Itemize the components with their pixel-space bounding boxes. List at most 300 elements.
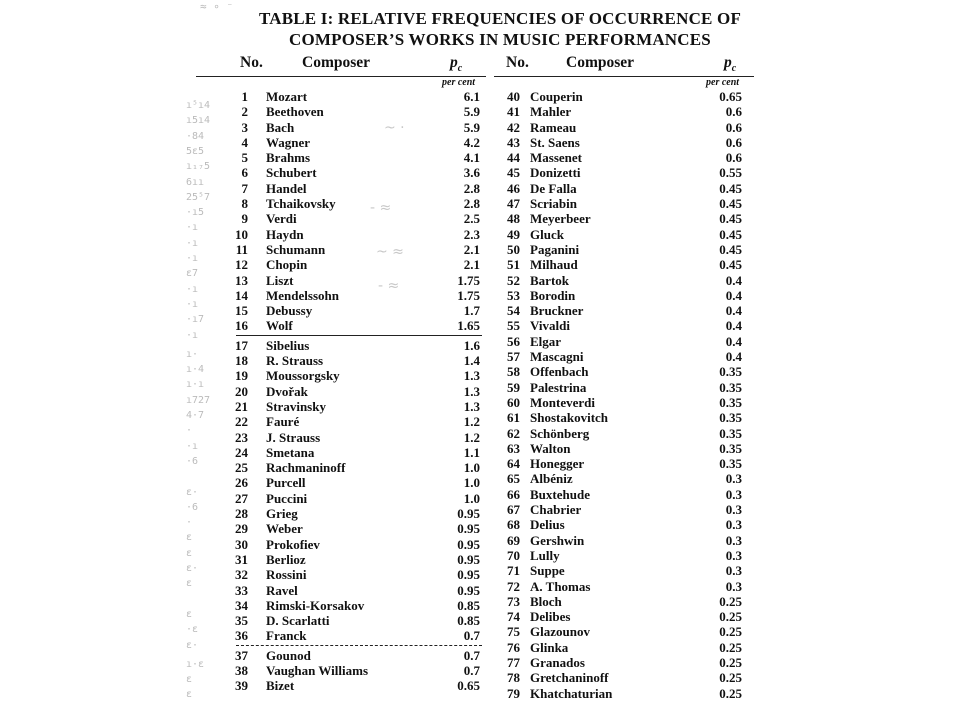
composer-name: Vivaldi (530, 318, 570, 334)
composer-name: Moussorgsky (266, 368, 340, 384)
composer-name: Khatchaturian (530, 685, 613, 701)
frequency-value: 0.85 (457, 613, 480, 629)
row-number: 9 (241, 211, 248, 227)
frequency-value: 0.45 (719, 211, 742, 227)
table-row (196, 598, 486, 613)
margin-mark: ·ı (186, 253, 199, 262)
frequency-value: 0.45 (719, 196, 742, 212)
table-row (494, 579, 754, 594)
table-row (494, 487, 754, 502)
composer-name: Offenbach (530, 364, 589, 380)
composer-name: Smetana (266, 444, 315, 460)
table-row (494, 563, 754, 578)
composer-name: Brahms (266, 150, 311, 166)
table-row (494, 640, 754, 655)
margin-mark: ·84 (186, 130, 205, 140)
row-number: 36 (235, 628, 248, 644)
frequency-value: 1.75 (457, 287, 480, 303)
composer-name: Gretchaninoff (530, 670, 609, 686)
frequency-value: 0.3 (725, 578, 742, 594)
frequency-value: 0.25 (719, 654, 742, 670)
left-group-1 (196, 89, 486, 334)
row-number: 1 (241, 89, 248, 104)
row-number: 58 (507, 364, 520, 380)
margin-mark: ·ı (186, 283, 199, 293)
row-number: 44 (507, 150, 520, 166)
composer-name: De Falla (530, 180, 577, 196)
frequency-value: 0.65 (719, 89, 742, 104)
composer-name: Buxtehude (530, 486, 590, 502)
composer-name: Granados (530, 654, 585, 670)
margin-mark: ε (186, 578, 193, 588)
margin-mark: ı5ı4 (186, 115, 211, 125)
row-number: 14 (235, 287, 248, 303)
frequency-value: 0.3 (725, 502, 742, 518)
row-number: 41 (507, 104, 520, 120)
margin-mark: ε (186, 532, 193, 542)
composer-name: Stravinsky (266, 398, 326, 414)
margin-mark: ε (186, 608, 193, 618)
left-header-row (196, 54, 486, 76)
margin-mark: · (186, 517, 193, 527)
frequency-value: 0.95 (457, 521, 480, 537)
frequency-value: 0.95 (457, 506, 480, 522)
table-row (196, 273, 486, 288)
margin-mark: ε7 (186, 268, 199, 278)
pencil-mark-corner: ≈ ∘ ⁻ (200, 0, 234, 13)
margin-mark: 6ıı (186, 176, 205, 186)
row-number: 4 (241, 134, 248, 150)
row-number: 37 (235, 647, 248, 663)
table-row (196, 537, 486, 552)
frequency-value: 2.8 (463, 180, 480, 196)
composer-name: Berlioz (266, 551, 306, 567)
margin-mark: ·ı (186, 329, 199, 339)
frequency-value: 0.25 (719, 624, 742, 640)
row-number: 46 (507, 180, 520, 196)
table-row (196, 613, 486, 628)
frequency-value: 0.55 (719, 165, 742, 181)
margin-mark: 4·7 (186, 410, 205, 419)
row-number: 71 (507, 563, 520, 579)
row-number: 5 (241, 150, 248, 166)
composer-name: Beethoven (266, 104, 324, 120)
table-row (196, 150, 486, 165)
frequency-value: 0.4 (725, 349, 742, 365)
composer-name: Franck (266, 628, 307, 644)
table-row (494, 624, 754, 639)
pencil-scribble: ~ · (384, 120, 405, 136)
row-number: 56 (507, 333, 520, 349)
composer-name: Bruckner (530, 303, 584, 319)
row-number: 31 (235, 551, 248, 567)
row-number: 59 (507, 379, 520, 395)
margin-mark: ı⁵ı4 (186, 100, 211, 109)
table-row (494, 456, 754, 471)
composer-name: Weber (266, 521, 303, 537)
table-row (494, 150, 754, 165)
composer-name: Gershwin (530, 532, 585, 548)
table-row (494, 303, 754, 318)
row-number: 73 (507, 593, 520, 609)
table-row (494, 517, 754, 532)
table-row (196, 242, 486, 257)
row-number: 11 (235, 241, 248, 257)
margin-mark: ε (186, 547, 193, 557)
frequency-value: 0.25 (719, 593, 742, 609)
row-number: 17 (235, 337, 248, 353)
composer-name: Palestrina (530, 379, 587, 395)
composer-name: Delibes (530, 609, 571, 625)
row-number: 35 (235, 613, 248, 629)
frequency-value: 0.85 (457, 597, 480, 613)
table-row (494, 686, 754, 701)
row-number: 54 (507, 303, 520, 319)
row-number: 47 (507, 196, 520, 212)
row-number: 75 (507, 624, 520, 640)
row-number: 40 (507, 89, 520, 104)
frequency-value: 0.35 (719, 410, 742, 426)
frequency-value: 4.1 (463, 150, 480, 166)
table-row (196, 430, 486, 445)
composer-name: Prokofiev (266, 536, 320, 552)
frequency-value: 1.6 (463, 337, 480, 353)
frequency-value: 0.45 (719, 226, 742, 242)
table-row (196, 506, 486, 521)
frequency-value: 0.7 (463, 647, 480, 663)
table-row (494, 609, 754, 624)
row-number: 77 (507, 654, 520, 670)
composer-name: Elgar (530, 333, 562, 349)
left-group-3 (196, 648, 486, 694)
header-composer: Composer (302, 54, 371, 71)
table-row (196, 678, 486, 693)
composer-name: Haydn (266, 226, 304, 242)
frequency-value: 0.3 (725, 471, 742, 487)
composer-name: Milhaud (530, 257, 578, 273)
margin-mark: ·ε (186, 624, 199, 634)
row-number: 69 (507, 532, 520, 548)
table-row (494, 441, 754, 456)
frequency-value: 2.5 (463, 211, 480, 227)
composer-name: Wolf (266, 318, 293, 334)
composer-name: Fauré (266, 414, 300, 430)
margin-mark: ε· (186, 563, 199, 572)
frequency-value: 0.3 (725, 563, 742, 579)
table-row (196, 567, 486, 582)
frequency-value: 0.7 (463, 662, 480, 678)
row-number: 28 (235, 506, 248, 522)
margin-mark: ε (186, 674, 193, 684)
table-row (494, 165, 754, 180)
composer-name: Glinka (530, 639, 569, 655)
frequency-value: 1.75 (457, 272, 480, 288)
table-row (196, 663, 486, 678)
margin-mark: ε (186, 689, 193, 699)
margin-mark: ε· (186, 639, 199, 649)
margin-mark: ·ı (186, 237, 199, 247)
row-number: 63 (507, 440, 520, 456)
margin-mark: ·ı (186, 222, 199, 232)
composer-name: Grieg (266, 506, 298, 522)
table-row (196, 211, 486, 226)
row-number: 39 (235, 678, 248, 694)
table-row (196, 196, 486, 211)
right-rows (494, 89, 754, 701)
composer-name: Dvořak (266, 383, 308, 399)
frequency-value: 1.7 (463, 303, 480, 319)
composer-name: Mendelssohn (266, 287, 339, 303)
table-row (196, 353, 486, 368)
table-row (494, 655, 754, 670)
frequency-value: 2.8 (463, 196, 480, 212)
row-number: 76 (507, 639, 520, 655)
composer-name: Vaughan Williams (266, 662, 369, 678)
title-line-1: TABLE I: RELATIVE FREQUENCIES OF OCCURRENCE OF (258, 9, 742, 28)
table-row (494, 395, 754, 410)
frequency-value: 0.35 (719, 425, 742, 441)
frequency-value: 0.7 (463, 628, 480, 644)
composer-name: Schubert (266, 165, 317, 181)
row-number: 8 (241, 196, 248, 212)
composer-name: Paganini (530, 241, 580, 257)
row-number: 21 (235, 398, 248, 414)
frequency-value: 0.25 (719, 609, 742, 625)
table-row (196, 460, 486, 475)
composer-name: Puccini (266, 490, 308, 506)
table-row (494, 380, 754, 395)
margin-mark: ·6 (186, 501, 199, 511)
frequency-value: 5.9 (463, 119, 480, 135)
margin-mark: 25⁵7 (186, 191, 211, 201)
table-row (494, 257, 754, 272)
composer-name: D. Scarlatti (266, 613, 330, 629)
row-number: 24 (235, 444, 248, 460)
frequency-value: 0.3 (725, 532, 742, 548)
frequency-value: 4.2 (463, 134, 480, 150)
margin-mark: ·ı5 (186, 207, 205, 217)
table-row (494, 318, 754, 333)
table-row (494, 548, 754, 563)
composer-name: Albéniz (530, 471, 573, 487)
margin-mark: ı·4 (186, 364, 205, 374)
margin-mark: ·ı7 (186, 314, 205, 324)
row-number: 12 (235, 257, 248, 273)
row-number: 34 (235, 597, 248, 613)
table-row (494, 471, 754, 486)
table-row (196, 257, 486, 272)
table-row (196, 491, 486, 506)
frequency-value: 0.6 (725, 104, 742, 120)
composer-name: Rachmaninoff (266, 460, 346, 476)
composer-name: Bloch (530, 593, 562, 609)
table-row (494, 410, 754, 425)
composer-name: Tchaikovsky (266, 196, 336, 212)
frequency-value: 1.3 (463, 398, 480, 414)
margin-mark: ı727 (186, 394, 211, 404)
frequency-value: 0.35 (719, 440, 742, 456)
margin-mark: 5ε5 (186, 145, 205, 155)
header-no: No. (506, 54, 529, 71)
composer-name: Rossini (266, 567, 307, 583)
row-number: 61 (507, 410, 520, 426)
header-composer: Composer (566, 54, 635, 71)
frequency-value: 0.95 (457, 551, 480, 567)
frequency-value: 0.4 (725, 287, 742, 303)
frequency-value: 1.2 (463, 414, 480, 430)
table-row (494, 502, 754, 517)
table-row (196, 181, 486, 196)
frequency-value: 0.4 (725, 303, 742, 319)
composer-name: Liszt (266, 272, 294, 288)
composer-name: Bizet (266, 678, 295, 694)
table-row (494, 334, 754, 349)
composer-name: Wagner (266, 134, 311, 150)
composer-name: Chabrier (530, 502, 582, 518)
row-number: 30 (235, 536, 248, 552)
composer-name: Ravel (266, 582, 298, 598)
row-number: 66 (507, 486, 520, 502)
composer-name: Shostakovitch (530, 410, 609, 426)
frequency-value: 0.6 (725, 150, 742, 166)
composer-name: Meyerbeer (530, 211, 591, 227)
row-number: 50 (507, 241, 520, 257)
table-row (494, 288, 754, 303)
row-number: 38 (235, 662, 248, 678)
margin-mark: ·ı (186, 440, 199, 450)
table-row (494, 135, 754, 150)
composer-name: Schönberg (530, 425, 590, 441)
table-row (494, 670, 754, 685)
table-row (196, 648, 486, 663)
frequency-value: 0.3 (725, 517, 742, 533)
frequency-value: 1.0 (463, 475, 480, 491)
composer-name: Rimski-Korsakov (266, 597, 365, 613)
composer-name: Scriabin (530, 196, 577, 212)
table-row (494, 104, 754, 119)
table-row (196, 445, 486, 460)
row-number: 48 (507, 211, 520, 227)
frequency-value: 1.3 (463, 383, 480, 399)
row-number: 53 (507, 287, 520, 303)
table-row (494, 242, 754, 257)
table-row (196, 135, 486, 150)
composer-name: Walton (530, 440, 571, 456)
row-number: 72 (507, 578, 520, 594)
table-row (494, 533, 754, 548)
margin-mark: ı·ε (186, 658, 205, 668)
composer-name: Gluck (530, 226, 564, 242)
pencil-scribble: - ≈ (370, 200, 392, 216)
frequency-value: 0.25 (719, 639, 742, 655)
composer-name: A. Thomas (530, 578, 591, 594)
row-number: 6 (241, 165, 248, 181)
table-row (494, 181, 754, 196)
header-pc: $p_c$ (450, 54, 463, 75)
unit-label: per cent (706, 77, 740, 88)
row-number: 78 (507, 670, 520, 686)
table-row (196, 89, 486, 104)
row-number: 26 (235, 475, 248, 491)
frequency-value: 0.65 (457, 678, 480, 694)
title-line-2: COMPOSER’S WORKS IN MUSIC PERFORMANCES (289, 30, 711, 49)
table-row (196, 583, 486, 598)
margin-mark (186, 471, 234, 480)
composer-name: Lully (530, 547, 560, 563)
row-number: 18 (235, 353, 248, 369)
row-number: 2 (241, 104, 248, 120)
composer-name: Bartok (530, 272, 569, 288)
frequency-value: 2.1 (463, 257, 480, 273)
row-number: 79 (507, 685, 520, 701)
composer-name: Bach (266, 119, 295, 135)
frequency-value: 0.25 (719, 670, 742, 686)
frequency-value: 0.4 (725, 318, 742, 334)
row-number: 62 (507, 425, 520, 441)
frequency-value: 0.3 (725, 547, 742, 563)
row-number: 55 (507, 318, 520, 334)
row-number: 45 (507, 165, 520, 181)
frequency-value: 5.9 (463, 104, 480, 120)
header-no: No. (240, 54, 263, 71)
frequency-value: 0.35 (719, 456, 742, 472)
row-number: 27 (235, 490, 248, 506)
margin-mark: ·ı (186, 298, 199, 308)
table-row (494, 349, 754, 364)
composer-name: Couperin (530, 89, 583, 104)
frequency-value: 2.3 (463, 226, 480, 242)
composer-name: Schumann (266, 241, 326, 257)
table-row (196, 288, 486, 303)
table-row (196, 368, 486, 383)
frequency-value: 2.1 (463, 241, 480, 257)
margin-mark: ı₁₇5 (186, 161, 211, 171)
frequency-value: 0.35 (719, 364, 742, 380)
unit-label: per cent (442, 77, 476, 88)
composer-name: Rameau (530, 119, 577, 135)
frequency-value: 0.4 (725, 333, 742, 349)
frequency-value: 1.0 (463, 490, 480, 506)
table-row (196, 399, 486, 414)
table-title (230, 8, 770, 50)
table-row (494, 89, 754, 104)
table-row (196, 303, 486, 318)
composer-name: Sibelius (266, 337, 310, 353)
row-number: 3 (241, 119, 248, 135)
frequency-value: 0.95 (457, 582, 480, 598)
row-number: 20 (235, 383, 248, 399)
table-row (196, 552, 486, 567)
frequency-value: 1.4 (463, 353, 480, 369)
margin-pencil-marks (186, 100, 238, 700)
frequency-value: 6.1 (463, 89, 480, 104)
composer-name: Honegger (530, 456, 585, 472)
row-number: 29 (235, 521, 248, 537)
right-header-row (494, 54, 754, 76)
table-row (494, 196, 754, 211)
row-number: 68 (507, 517, 520, 533)
pencil-scribble: - ≈ (378, 278, 400, 294)
row-number: 43 (507, 134, 520, 150)
margin-mark: ε· (186, 486, 199, 496)
header-pc: $p_c$ (724, 54, 737, 75)
table-row (494, 273, 754, 288)
composer-name: Monteverdi (530, 394, 595, 410)
frequency-value: 3.6 (463, 165, 480, 181)
composer-name: Debussy (266, 303, 313, 319)
composer-name: Handel (266, 180, 307, 196)
row-number: 23 (235, 429, 248, 445)
